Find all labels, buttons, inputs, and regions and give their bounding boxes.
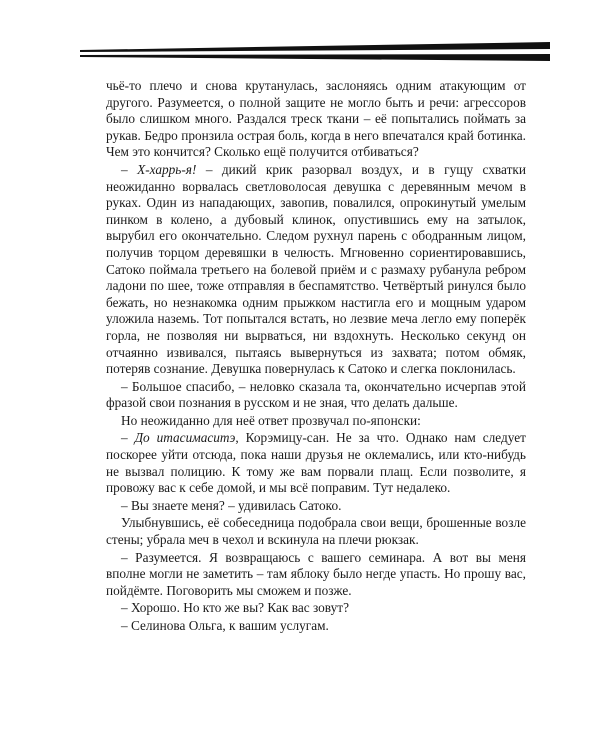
paragraph-6: – Вы знаете меня? – удивилась Сатоко. bbox=[121, 497, 342, 513]
paragraph-10: – Селинова Ольга, к вашим услугам. bbox=[121, 618, 329, 633]
paragraph-2: – Х-харрь-я! – дикий крик разорвал воздух, и в гущу схватки неожиданно ворвалась светловолосая девушка с деревянным мечом в руках. Один из нападающих, завопив, повалился, опрокинутый умелым пинком в колено, а дубовый клинок, опустившись ему на затылок, вырубил его окончательно. Следом рухнул парень с ободранным лицом, получив торцом деревяшки в челюсть. Мгновенно сориентировавшись, Сатоко поймала третьего на болевой приём и с размаху рубанула ребром ладони по шее, тоже отправляя в беспамятство. Четвёртый ринулся было бежать, но незнакомка одним прыжком настигла его и мощным ударом уложила наземь. Тот попытался встать, но лезвие меча легло ему поперёк горла, не позволяя ни вырваться, ни вздохнуть. Несколько секунд он отчаянно извивался, пытаясь вывернуться из захвата; потом обмяк, потеряв сознание. Девушка повернулась к Сатоко и слегка поклонилась. bbox=[106, 161, 526, 377]
paragraph-3: – Большое спасибо, – неловко сказала та, окончательно исчерпав этой фразой свои познания в русском и не зная, что делать дальше. bbox=[106, 378, 526, 411]
header-decorative-rule bbox=[80, 40, 560, 66]
paragraph-8: – Разумеется. Я возвращаюсь с вашего семинара. А вот вы меня вполне могли не заметить – там яблоку было негде упасть. Но прошу вас, пойдёмте. Поговорить мы сможем и позже. bbox=[106, 549, 526, 598]
paragraph-5: – До итасимаситэ, Корэмицу-сан. Не за что. Однако нам следует поскорее уйти отсюда, пока наши друзья не оклемались, или кто-нибудь не вызвал полицию. К тому же вам порвали плащ. Если позволите, я провожу вас к себе домой, и мы всё поправим. Тут недалеко. bbox=[106, 430, 526, 496]
body-text bbox=[106, 78, 526, 635]
paragraph-4: Но неожиданно для неё ответ прозвучал по-японски: bbox=[121, 412, 421, 428]
paragraph-7: Улыбнувшись, её собеседница подобрала свои вещи, брошенные возле стены; убрала меч в чехол и вскинула на плечи рюкзак. bbox=[106, 515, 526, 548]
paragraph-9: – Хорошо. Но кто же вы? Как вас зовут? bbox=[121, 600, 349, 616]
paragraph-1: чьё-то плечо и снова крутанулась, заслоняясь одним атакующим от другого. Разумеется, о полной защите не могло быть и речи: агрессоров было слишком много. Раздался треск ткани – её попытались поймать за рукав. Бедро пронзила острая боль, когда в него впечатался край ботинка. Чем это кончится? Сколько ещё получится отбиваться? bbox=[106, 78, 526, 160]
